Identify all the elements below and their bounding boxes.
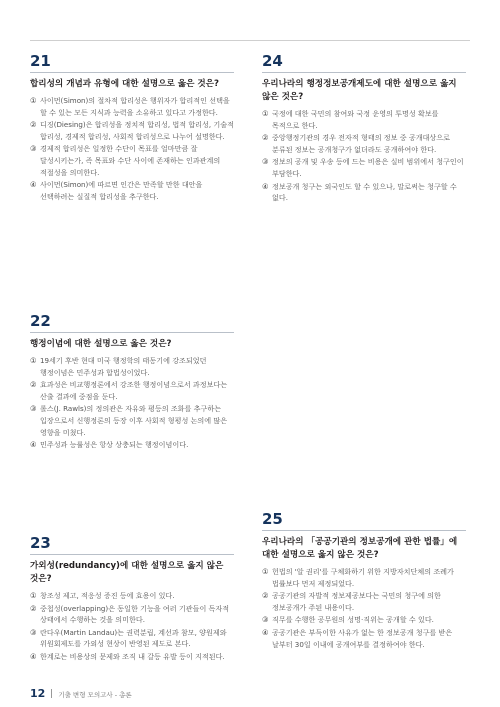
option-text: 중앙행정기관의 경우 전자적 형태의 정보 중 공개대상으로 분류된 정보는 공개청구가 없더라도 공개하여야 한다.	[272, 133, 450, 154]
option-item[interactable]	[262, 156, 466, 179]
option-text: 중첩성(overlapping)은 동일한 기능을 여러 기관들이 독자적 상태에서 수행하는 것을 의미한다.	[40, 603, 230, 625]
option-item[interactable]	[262, 627, 466, 650]
option-list	[30, 355, 234, 451]
option-item[interactable]	[30, 379, 234, 402]
question-stem: 우리나라의 행정정보공개제도에 대한 설명으로 옳지 않은 것은?	[262, 79, 457, 102]
option-number: ②	[30, 380, 37, 390]
question-stem: 행정이념에 대한 설명으로 옳은 것은?	[30, 339, 172, 349]
option-text: 공공기관의 자발적 정보제공보다는 국민의 청구에 의한 정보공개가 주된 내용이다.	[272, 591, 441, 612]
option-number: ①	[262, 109, 269, 118]
option-item[interactable]	[30, 119, 234, 142]
option-text: 디징(Diesing)은 합리성을 정치적 합리성, 법적 합리성, 기술적 합리성, 경제적 합리성, 사회적 합리성으로 나누어 설명한다.	[40, 120, 234, 141]
option-text: 효과성은 비교행정론에서 강조한 행정이념으로서 과정보다는 산출 결과에 중점을 둔다.	[40, 380, 228, 401]
question-divider	[262, 72, 466, 73]
option-number: ②	[262, 591, 269, 601]
option-item[interactable]	[30, 603, 234, 626]
option-text: 경제적 합리성은 일정한 수단이 목표를 얼마만큼 잘 달성시키는가, 즉 목표와 수단 사이에 존재하는 인과관계의 적절성을 의미한다.	[40, 144, 221, 177]
option-text: 민주성과 능률성은 항상 상충되는 행정이념이다.	[40, 440, 189, 450]
option-number: ③	[30, 404, 37, 414]
option-number: ④	[262, 181, 269, 191]
question-stem: 가외성(redundancy)에 대한 설명으로 옳지 않은 것은?	[30, 561, 224, 584]
option-text: 19세기 후반 현대 미국 행정학의 태동기에 강조되었던 행정이념은 민주성과 합법성이었다.	[40, 356, 207, 377]
option-list	[30, 95, 234, 202]
question-stem: 합리성의 개념과 유형에 대한 설명으로 옳은 것은?	[30, 79, 219, 89]
page-number: 12	[30, 687, 46, 700]
option-item[interactable]	[262, 181, 466, 204]
option-item[interactable]	[30, 627, 234, 650]
page-footer	[30, 687, 132, 700]
option-number: ②	[30, 120, 37, 130]
option-number: ③	[30, 627, 37, 637]
option-item[interactable]	[262, 566, 466, 589]
option-number: ①	[30, 356, 37, 365]
question-24	[262, 52, 466, 205]
option-item[interactable]	[262, 614, 466, 626]
option-item[interactable]	[262, 590, 466, 613]
option-number: ③	[262, 157, 269, 167]
question-22	[30, 312, 234, 452]
option-number: ④	[30, 440, 37, 450]
book-title: 기출 변형 모의고사 - 총론	[58, 691, 132, 699]
option-number: ③	[30, 144, 37, 154]
option-item[interactable]	[30, 355, 234, 378]
option-text: 한계로는 비용상의 문제와 조직 내 갈등 유발 등이 지적된다.	[40, 651, 225, 661]
option-item[interactable]	[30, 179, 234, 202]
question-number: 22	[30, 312, 51, 330]
option-text: 직무를 수행한 공무원의 성명·직위는 공개할 수 있다.	[272, 615, 434, 625]
option-number: ①	[30, 96, 37, 105]
option-number: ③	[262, 615, 269, 625]
option-item[interactable]	[30, 143, 234, 178]
question-number: 25	[262, 510, 283, 528]
question-divider	[30, 72, 234, 73]
option-text: 국정에 대한 국민의 참여와 국정 운영의 투명성 확보를 목적으로 한다.	[272, 109, 439, 130]
question-number: 21	[30, 52, 51, 70]
option-number: ④	[30, 180, 37, 190]
question-divider	[30, 554, 234, 555]
question-stem: 우리나라의 「공공기관의 정보공개에 관한 법률」에 대한 설명으로 옳지 않은 것은?	[262, 537, 458, 560]
option-text: 롤스(J. Rawls)의 정의관은 자유와 평등의 조화를 추구하는 입장으로서 신행정론의 등장 이후 사회적 형평성 논의에 많은 영향을 미쳤다.	[40, 404, 228, 437]
option-number: ④	[30, 651, 37, 661]
question-divider	[262, 530, 466, 531]
question-23	[30, 534, 234, 664]
option-text: 사이먼(Simon)에 따르면 인간은 만족할 만한 대안을 선택하려는 실질적 합리성을 추구한다.	[40, 180, 203, 201]
footer-separator	[51, 689, 52, 698]
option-text: 정보의 공개 및 우송 등에 드는 비용은 실비 범위에서 청구인이 부담한다.	[272, 157, 464, 178]
question-21	[30, 52, 234, 203]
option-item[interactable]	[262, 132, 466, 155]
option-text: 정보공개 청구는 외국인도 할 수 있으나, 말로써는 청구할 수 없다.	[272, 181, 457, 203]
option-item[interactable]	[30, 590, 234, 602]
option-number: ①	[30, 591, 37, 600]
option-item[interactable]	[30, 95, 234, 118]
option-text: 공공기관은 부득이한 사유가 없는 한 정보공개 청구를 받은 날부터 30일 이내에 공개여부를 결정하여야 한다.	[272, 627, 453, 649]
option-list	[262, 108, 466, 204]
option-text: 란다우(Martin Landau)는 권력분립, 계선과 참모, 양원제와 위원회제도를 가외성 현상이 반영된 제도로 본다.	[40, 627, 227, 649]
option-item[interactable]	[262, 108, 466, 131]
question-25	[262, 510, 466, 651]
option-item[interactable]	[30, 651, 234, 663]
option-number: ②	[262, 133, 269, 143]
option-text: 창조성 제고, 적응성 증진 등에 효용이 있다.	[40, 591, 175, 600]
question-number: 23	[30, 534, 51, 552]
option-item[interactable]	[30, 403, 234, 438]
option-text: 헌법의 '알 권리'를 구체화하기 위한 지방자치단체의 조례가 법률보다 먼저 제정되었다.	[272, 567, 454, 588]
option-item[interactable]	[30, 439, 234, 451]
option-list	[30, 590, 234, 663]
top-rule	[30, 40, 470, 41]
option-text: 사이먼(Simon)의 절차적 합리성은 행위자가 합리적인 선택을 할 수 있는 모든 지식과 능력을 소유하고 있다고 가정한다.	[40, 96, 230, 117]
question-number: 24	[262, 52, 283, 70]
option-list	[262, 566, 466, 650]
question-divider	[30, 332, 234, 333]
option-number: ④	[262, 627, 269, 637]
option-number: ②	[30, 603, 37, 613]
option-number: ①	[262, 567, 269, 576]
